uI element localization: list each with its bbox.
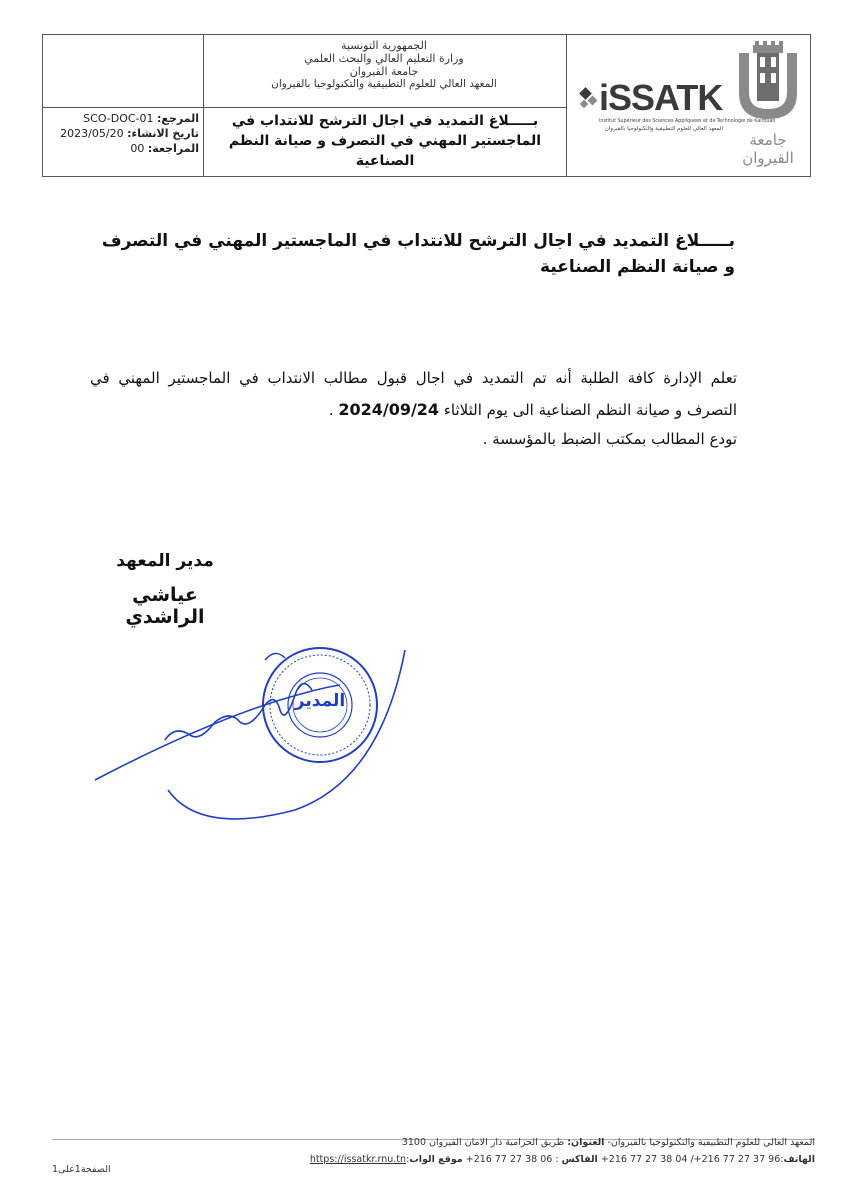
body-line-2-text: التصرف و صيانة النظم الصناعية الى يوم الثلاثاء: [443, 401, 737, 419]
issatk-subtitle-fr: Institut Supérieur des Sciences Appliquées et de Technologie de Kairouan: [599, 119, 776, 124]
header-divider: [203, 35, 204, 176]
body-line-3: تودع المطالب بمكتب الضبط بالمؤسسة .: [482, 430, 737, 448]
body-line-1: تعلم الإدارة كافة الطلبة أنه تم التمديد في اجال قبول مطالب الانتداب في الماجستير المهني في: [90, 369, 737, 387]
signatory-name: عياشي الراشدي: [125, 584, 205, 628]
header-document-title: بـــــلاغ التمديد في اجال الترشح للانتداب في الماجستير المهني في التصرف و صيانة النظم الصناعية: [228, 113, 542, 169]
issatk-subtitle-ar: المعهد العالي للعلوم التطبيقية والتكنولوجيا بالقيروان: [604, 126, 723, 132]
university-logo-text: جامعة القيروان: [742, 131, 794, 167]
deadline-date: 2024/09/24: [338, 400, 440, 419]
university-logo: [729, 41, 807, 173]
signatory-role: مدير المعهد: [116, 551, 214, 571]
footer: [52, 1136, 815, 1167]
website-link[interactable]: https://issatkr.rnu.tn: [309, 1154, 407, 1165]
issatk-logo-text: iSSATK: [599, 77, 723, 118]
date-value: 2023/05/20: [60, 127, 124, 140]
announcement-title: بـــــلاغ التمديد في اجال الترشح للانتداب في الماجستير المهني في التصرف و صيانة النظم الصناعية: [101, 231, 735, 277]
footer-address-line: المعهد العالي للعلوم التطبيقية والتكنولوجيا بالقيروان- العنوان: طريق الحزامية دار الامان القيروان 3100: [401, 1137, 815, 1148]
header-divider: [566, 35, 567, 176]
revision-label: المراجعة:: [147, 142, 199, 155]
republic-line: الجمهورية التونسية: [341, 39, 427, 52]
institute-line: المعهد العالي للعلوم التطبيقية والتكنولوجيا بالقيروان: [271, 78, 497, 90]
header-divider: [43, 107, 566, 108]
university-emblem-icon: [729, 41, 807, 125]
page-number: الصفحة1على1: [52, 1164, 111, 1175]
date-label: تاريخ الانشاء:: [127, 127, 199, 140]
stamp-center-text: المدير: [294, 691, 346, 711]
announcement-body: [90, 366, 737, 452]
government-heading: [205, 39, 563, 91]
revision-value: 00: [130, 142, 145, 155]
ref-value: SCO-DOC-01: [83, 112, 154, 125]
footer-contact-line: الهاتف:96 37 27 77 216+/ 04 38 27 77 216+ الفاكس : 06 38 27 77 216+ موقع الواب:https://issatkr.rnu.tn: [309, 1154, 815, 1165]
ref-label: المرجع:: [157, 112, 199, 125]
body-line-2: [90, 397, 737, 423]
official-stamp: [260, 645, 380, 765]
issatk-logo: [573, 75, 776, 153]
university-line: جامعة القيروان: [349, 65, 419, 78]
body-line-2-end: .: [328, 401, 334, 419]
document-reference-block: [47, 111, 199, 156]
document-header-table: [42, 34, 811, 177]
ministry-line: وزارة التعليم العالي والبحث العلمي: [304, 52, 464, 65]
